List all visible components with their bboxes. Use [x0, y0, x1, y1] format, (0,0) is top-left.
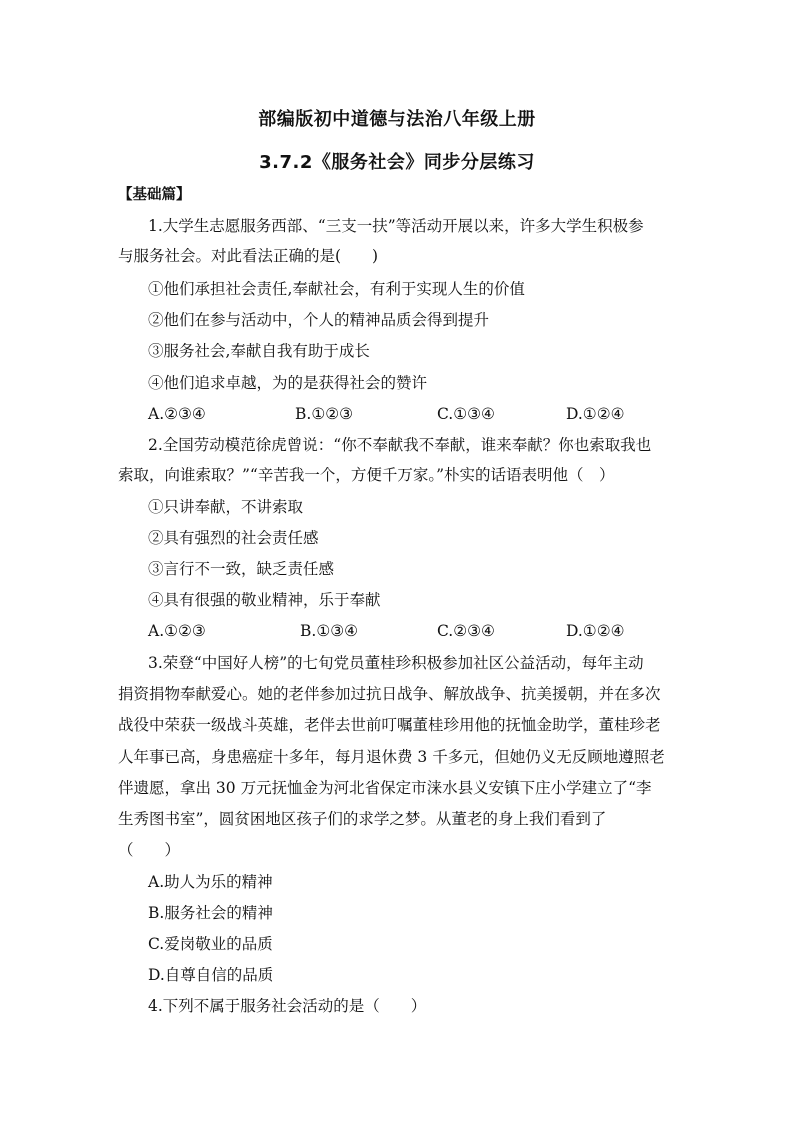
q1-option-c: C.①③④ — [437, 405, 495, 423]
q1-option-d: D.①②④ — [566, 405, 625, 423]
q1-stem-line1: 1.大学生志愿服务西部、“三支一扶”等活动开展以来，许多大学生积极参 — [148, 217, 644, 235]
document-title: 部编版初中道德与法治八年级上册 — [258, 109, 536, 130]
q2-item-2: ②具有强烈的社会责任感 — [148, 529, 319, 547]
q2-option-a: A.①②③ — [148, 622, 206, 640]
q3-stem-line3: 战役中荣获一级战斗英雄，老伴去世前叮嘱董桂珍用他的抚恤金助学，董桂珍老 — [118, 716, 661, 734]
q3-stem-line7: （ ） — [118, 841, 181, 859]
q1-option-a: A.②③④ — [148, 405, 206, 423]
q2-stem-line1: 2.全国劳动模范徐虎曾说：“你不奉献我不奉献，谁来奉献？你也索取我也 — [148, 436, 652, 454]
q1-item-3: ③服务社会,奉献自我有助于成长 — [148, 342, 370, 360]
q3-stem-line4: 人年事已高，身患癌症十多年，每月退休费 3 千多元，但她仍义无反顾地遵照老 — [118, 748, 665, 766]
q2-option-c: C.②③④ — [437, 622, 495, 640]
q1-item-2: ②他们在参与活动中，个人的精神品质会得到提升 — [148, 311, 490, 329]
q1-item-4: ④他们追求卓越，为的是获得社会的赞许 — [148, 374, 428, 392]
q4-stem: 4.下列不属于服务社会活动的是（ ） — [148, 997, 427, 1015]
q2-item-3: ③言行不一致，缺乏责任感 — [148, 560, 335, 578]
document-subtitle: 3.7.2《服务社会》同步分层练习 — [259, 152, 535, 173]
q2-item-4: ④具有很强的敬业精神，乐于奉献 — [148, 591, 381, 609]
q2-stem-line2: 索取，向谁索取？”“辛苦我一个，方便千万家。”朴实的话语表明他（ ） — [118, 466, 615, 484]
q3-stem-line1: 3.荣登“中国好人榜”的七旬党员董桂珍积极参加社区公益活动，每年主动 — [148, 654, 644, 672]
q1-item-1: ①他们承担社会责任,奉献社会，有利于实现人生的价值 — [148, 280, 525, 298]
q3-option-c: C.爱岗敬业的品质 — [148, 935, 273, 953]
q3-stem-line5: 伴遗愿，拿出 30 万元抚恤金为河北省保定市涞水县义安镇下庄小学建立了“李 — [118, 779, 652, 797]
q1-option-b: B.①②③ — [295, 405, 354, 423]
q2-option-b: B.①③④ — [300, 622, 359, 640]
q3-stem-line6: 生秀图书室”，圆贫困地区孩子们的求学之梦。从董老的身上我们看到了 — [118, 810, 607, 828]
q3-option-d: D.自尊自信的品质 — [148, 966, 274, 984]
q1-stem-line2: 与服务社会。对此看法正确的是( ) — [118, 247, 379, 265]
section-heading: 【基础篇】 — [118, 187, 191, 203]
q2-item-1: ①只讲奉献，不讲索取 — [148, 498, 304, 516]
q2-option-d: D.①②④ — [566, 622, 625, 640]
q3-stem-line2: 捐资捐物奉献爱心。她的老伴参加过抗日战争、解放战争、抗美援朝，并在多次 — [118, 685, 661, 703]
q3-option-b: B.服务社会的精神 — [148, 904, 273, 922]
q3-option-a: A.助人为乐的精神 — [148, 873, 273, 891]
